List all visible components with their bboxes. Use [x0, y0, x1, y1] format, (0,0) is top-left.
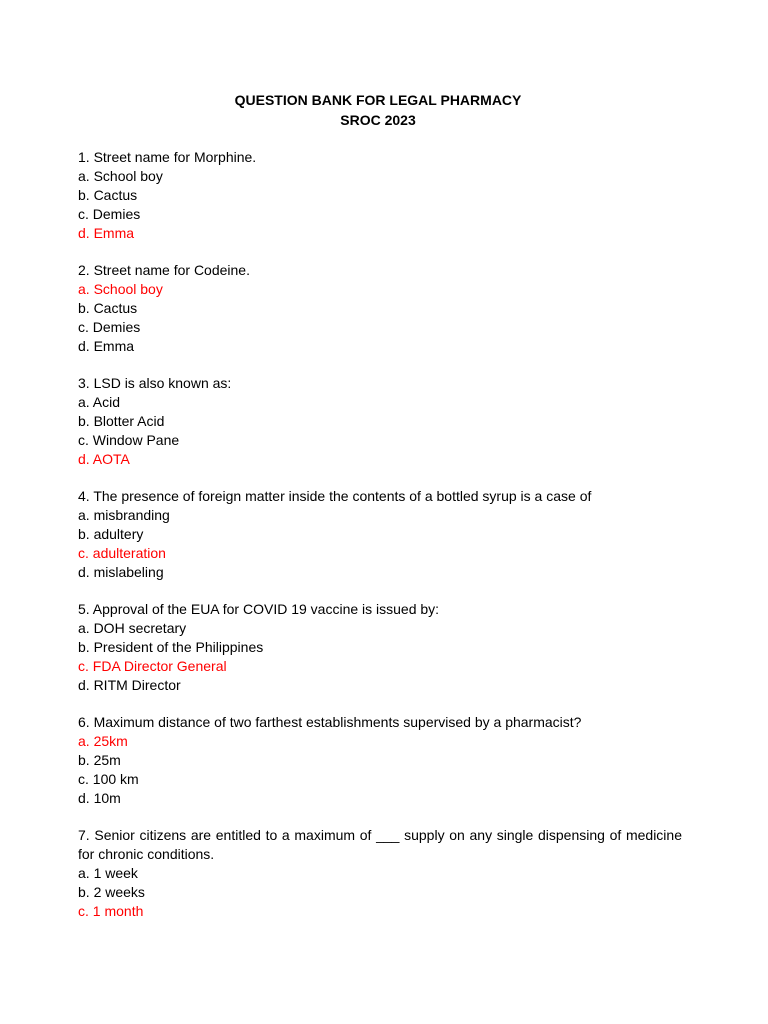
option-d-correct: d. AOTA — [78, 450, 130, 467]
question-text: 2. Street name for Codeine. — [78, 262, 250, 278]
option-a: a. School boy — [78, 167, 163, 184]
option-c: c. Demies — [78, 318, 141, 335]
option-a: a. Acid — [78, 393, 121, 410]
option-c-correct: c. FDA Director General — [78, 657, 227, 674]
question-text: 3. LSD is also known as: — [78, 375, 232, 391]
option-a: a. DOH secretary — [78, 619, 187, 636]
document-title: QUESTION BANK FOR LEGAL PHARMACY — [234, 92, 522, 108]
option-c-correct: c. adulteration — [78, 544, 166, 561]
option-b: b. Cactus — [78, 299, 138, 316]
option-d-correct: d. Emma — [78, 224, 135, 241]
question-2 — [78, 261, 682, 356]
question-3 — [78, 374, 682, 469]
option-c: c. Window Pane — [78, 431, 180, 448]
option-b: b. Cactus — [78, 186, 138, 203]
document-subtitle: SROC 2023 — [340, 112, 416, 128]
question-text: 6. Maximum distance of two farthest establishments supervised by a pharmacist? — [78, 714, 582, 730]
option-a-correct: a. School boy — [78, 280, 163, 297]
option-b: b. Blotter Acid — [78, 412, 165, 429]
option-a-correct: a. 25km — [78, 732, 128, 749]
option-a: a. misbranding — [78, 506, 170, 523]
question-text: 4. The presence of foreign matter inside the contents of a bottled syrup is a case of — [78, 488, 592, 504]
option-b: b. 25m — [78, 751, 121, 768]
question-5 — [78, 600, 682, 695]
option-a: a. 1 week — [78, 864, 138, 881]
option-c: c. Demies — [78, 205, 141, 222]
option-b: b. adultery — [78, 525, 144, 542]
option-c-correct: c. 1 month — [78, 902, 144, 919]
question-text: 7. Senior citizens are entitled to a maximum of ___ supply on any single dispensing of medicine for chronic conditions. — [78, 827, 682, 862]
option-d: d. 10m — [78, 789, 121, 806]
option-c: c. 100 km — [78, 770, 139, 787]
option-d: d. mislabeling — [78, 563, 164, 580]
question-text: 5. Approval of the EUA for COVID 19 vaccine is issued by: — [78, 601, 440, 617]
option-b: b. 2 weeks — [78, 883, 145, 900]
question-text: 1. Street name for Morphine. — [78, 149, 257, 165]
question-4 — [78, 487, 682, 582]
question-1 — [78, 148, 682, 243]
question-7 — [78, 826, 682, 921]
question-6 — [78, 713, 682, 808]
option-d: d. RITM Director — [78, 676, 181, 693]
option-d: d. Emma — [78, 337, 135, 354]
option-b: b. President of the Philippines — [78, 638, 264, 655]
